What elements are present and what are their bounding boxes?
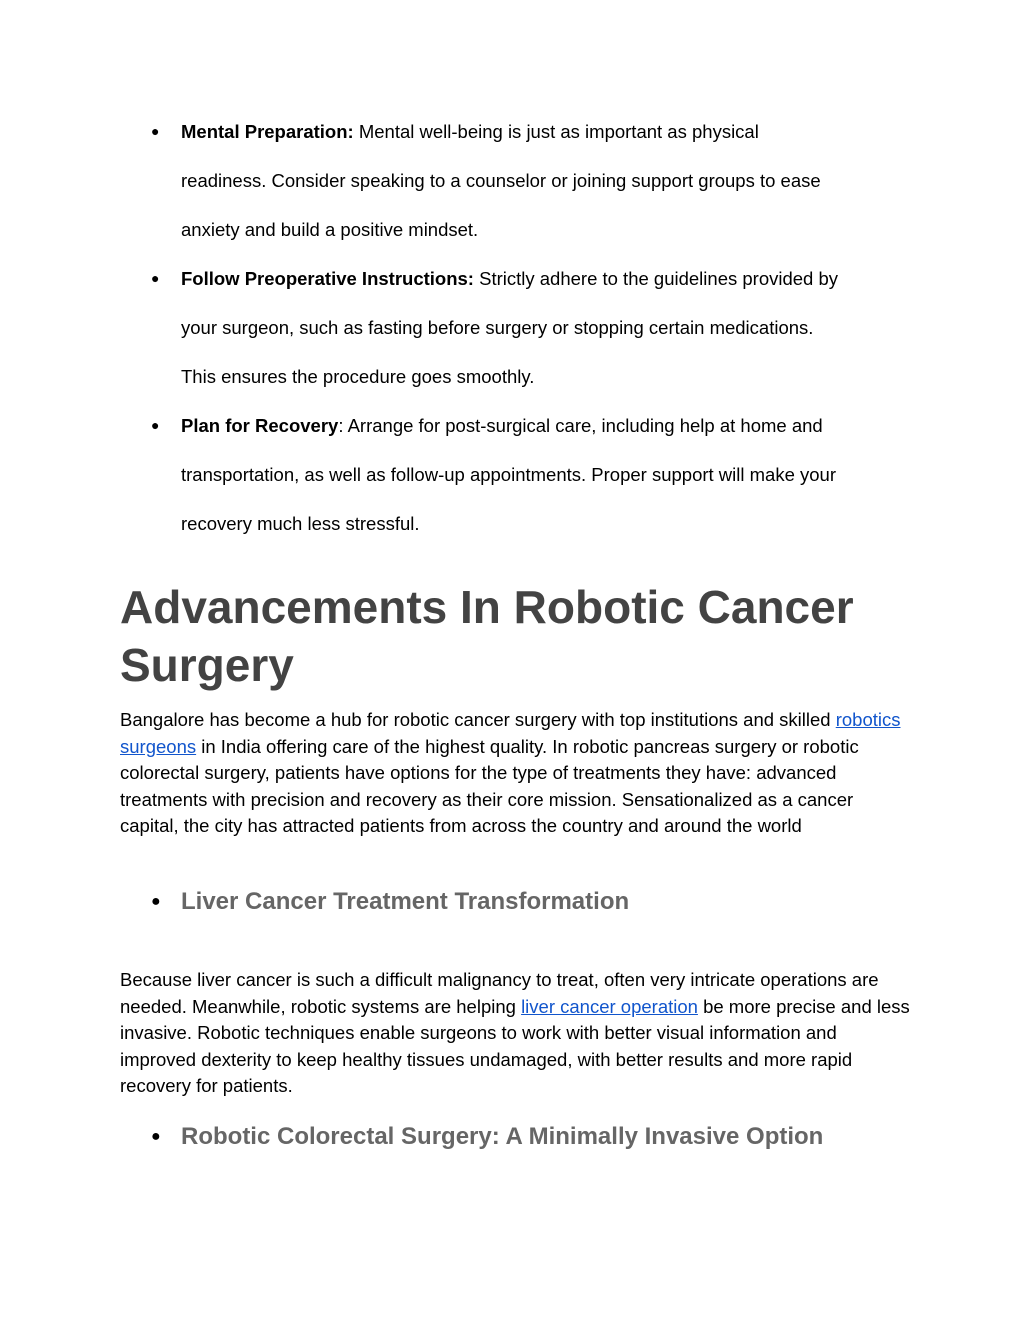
intro-paragraph — [120, 707, 910, 840]
sub-heading-text: Robotic Colorectal Surgery: A Minimally Invasive Option — [181, 1123, 824, 1150]
list-item-text: Mental well-being is just as important as physical — [353, 121, 759, 142]
sub-heading-text: Liver Cancer Treatment Transformation — [181, 888, 630, 915]
paragraph-text: Because liver cancer is such a difficult malignancy to treat, often very intricate operations are needed. Meanwhile, robotic systems are helping — [120, 969, 879, 1017]
list-item-term: Plan for Recovery — [181, 415, 339, 436]
list-item-text: transportation, as well as follow-up appointments. Proper support will make your — [181, 464, 837, 485]
liver-cancer-operation-link[interactable]: liver cancer operation — [521, 995, 698, 1017]
list-item-text: readiness. Consider speaking to a counselor or joining support groups to ease — [181, 170, 821, 191]
paragraph-text: be more precise and less invasive. Robotic techniques enable surgeons to work with better visual information and improved dexterity to keep healthy tissues undamaged, with better results and more rapid recovery for patients. — [120, 995, 910, 1097]
list-item-text: anxiety and build a positive mindset. — [181, 219, 479, 240]
robotics-surgeons-link[interactable]: robotics surgeons — [120, 709, 901, 757]
bullet-icon: ● — [151, 270, 160, 286]
liver-paragraph — [120, 967, 910, 1100]
bullet-icon: ● — [151, 417, 160, 433]
list-item-text: This ensures the procedure goes smoothly. — [181, 366, 535, 387]
list-item-term: Follow Preoperative Instructions: — [181, 268, 474, 289]
preparation-list — [0, 107, 1024, 548]
bullet-icon: ● — [151, 123, 160, 139]
liver-cancer-heading — [151, 887, 630, 917]
section-heading — [120, 578, 920, 694]
bullet-icon: ● — [151, 893, 161, 910]
list-item — [0, 254, 901, 401]
section-heading-line: Advancements In Robotic Cancer — [120, 581, 854, 633]
list-item-term: Mental Preparation: — [181, 121, 354, 142]
list-item-text: Strictly adhere to the guidelines provided by — [473, 268, 839, 289]
list-item-text: recovery much less stressful. — [181, 513, 420, 534]
list-item-text: : Arrange for post-surgical care, including help at home and — [338, 415, 823, 436]
bullet-icon: ● — [151, 1128, 161, 1145]
colorectal-surgery-heading — [151, 1122, 824, 1152]
paragraph-text: in India offering care of the highest quality. In robotic pancreas surgery or robotic colorectal surgery, patients have options for the type of treatments they have: advanced treatments with precision and recovery as their core mission. Sensationalized as a cancer capital, the city has attracted patients from across the country and around the world — [120, 735, 859, 837]
list-item — [0, 107, 901, 254]
list-item-text: your surgeon, such as fasting before surgery or stopping certain medications. — [181, 317, 814, 338]
section-heading-line: Surgery — [120, 639, 294, 691]
list-item — [0, 401, 901, 548]
paragraph-text: Bangalore has become a hub for robotic cancer surgery with top institutions and skilled — [120, 709, 836, 730]
